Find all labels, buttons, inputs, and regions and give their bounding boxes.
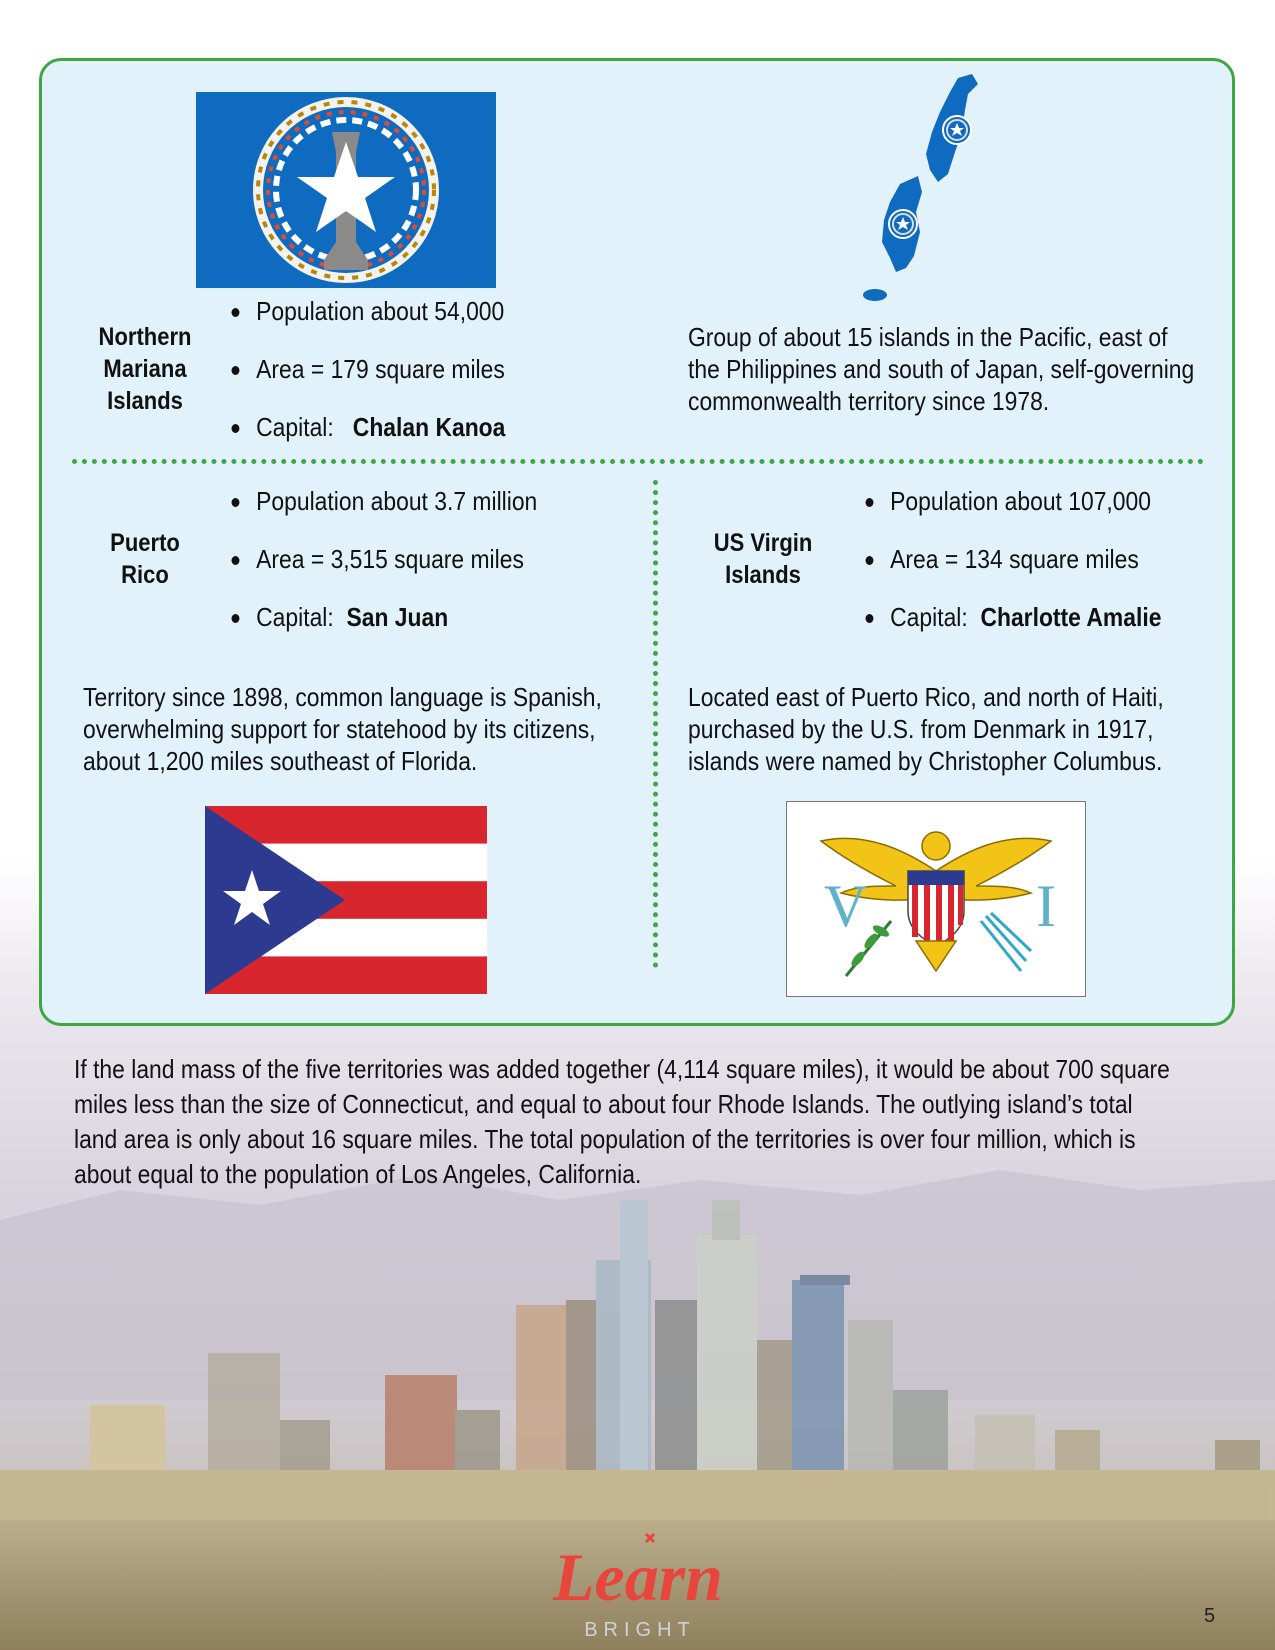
usvi-flag-letter-i: I: [1036, 873, 1056, 939]
pr-description-line: about 1,200 miles southeast of Florida.: [83, 746, 478, 776]
usvi-description: [688, 681, 1164, 777]
usvi-description-line: islands were named by Christopher Columbus.: [688, 746, 1163, 776]
usvi-capital: [862, 602, 1161, 660]
nmi-name-line1: Northern: [98, 323, 192, 351]
nmi-description-line: the Philippines and south of Japan, self-governing: [688, 354, 1195, 384]
logo-word: Learn: [553, 1539, 723, 1615]
summary-paragraph: [74, 1052, 1183, 1192]
usvi-name: [701, 527, 824, 591]
nmi-name: [88, 321, 202, 417]
nmi-capital-label: Capital:: [256, 412, 334, 442]
summary-line: If the land mass of the five territories was added together (4,114 square miles), it would be about 700 square: [74, 1054, 1170, 1084]
usvi-name-line1: US Virgin: [713, 529, 813, 557]
pr-capital-label: Capital:: [256, 602, 334, 632]
northern-mariana-islands-flag: [196, 92, 496, 288]
pr-description-line: overwhelming support for statehood by its citizens,: [83, 714, 596, 744]
usvi-description-line: Located east of Puerto Rico, and north of Haiti,: [688, 682, 1164, 712]
nmi-population: Population about 54,000: [228, 296, 505, 354]
nmi-facts-list: [228, 296, 543, 470]
nmi-area: Area = 179 square miles: [228, 354, 505, 412]
learn-bright-logo: [528, 1520, 748, 1650]
pr-population: Population about 3.7 million: [228, 486, 537, 544]
summary-line: about equal to the population of Los Angeles, California.: [74, 1159, 642, 1189]
pr-description: [83, 681, 602, 777]
nmi-description: [688, 321, 1194, 417]
pr-capital: [228, 602, 537, 660]
logo-subword: BRIGHT: [584, 1619, 696, 1641]
usvi-facts-list: [862, 486, 1202, 660]
usvi-name-line2: Islands: [725, 561, 801, 589]
nmi-capital-value: Chalan Kanoa: [352, 412, 506, 442]
nmi-description-line: Group of about 15 islands in the Pacific, east of: [688, 322, 1168, 352]
usvi-population: Population about 107,000: [862, 486, 1161, 544]
pr-name-line1: Puerto: [110, 529, 180, 557]
page-number: 5: [1204, 1605, 1216, 1627]
summary-line: land area is only about 16 square miles. The total population of the territories is over four million, which is: [74, 1124, 1136, 1154]
usvi-area: Area = 134 square miles: [862, 544, 1161, 602]
us-virgin-islands-flag: [786, 801, 1086, 997]
pr-capital-value: San Juan: [346, 602, 449, 632]
usvi-capital-value: Charlotte Amalie: [980, 602, 1162, 632]
nmi-name-line2: Mariana: [103, 355, 187, 383]
nmi-description-line: commonwealth territory since 1978.: [688, 386, 1050, 416]
nmi-capital: [228, 412, 505, 470]
northern-mariana-islands-map: [860, 72, 1010, 308]
pr-name: [88, 527, 202, 591]
pr-description-line: Territory since 1898, common language is Spanish,: [83, 682, 602, 712]
usvi-description-line: purchased by the U.S. from Denmark in 1917,: [688, 714, 1154, 744]
pr-area: Area = 3,515 square miles: [228, 544, 537, 602]
pr-facts-list: [228, 486, 579, 660]
usvi-flag-letter-v: V: [824, 873, 868, 939]
summary-line: miles less than the size of Connecticut, and equal to about four Rhode Islands. The outlying island’s total: [74, 1089, 1133, 1119]
pr-name-line2: Rico: [121, 561, 169, 589]
vertical-divider: [653, 480, 658, 968]
puerto-rico-flag: [205, 806, 487, 994]
usvi-capital-label: Capital:: [890, 602, 968, 632]
nmi-name-line3: Islands: [107, 387, 183, 415]
